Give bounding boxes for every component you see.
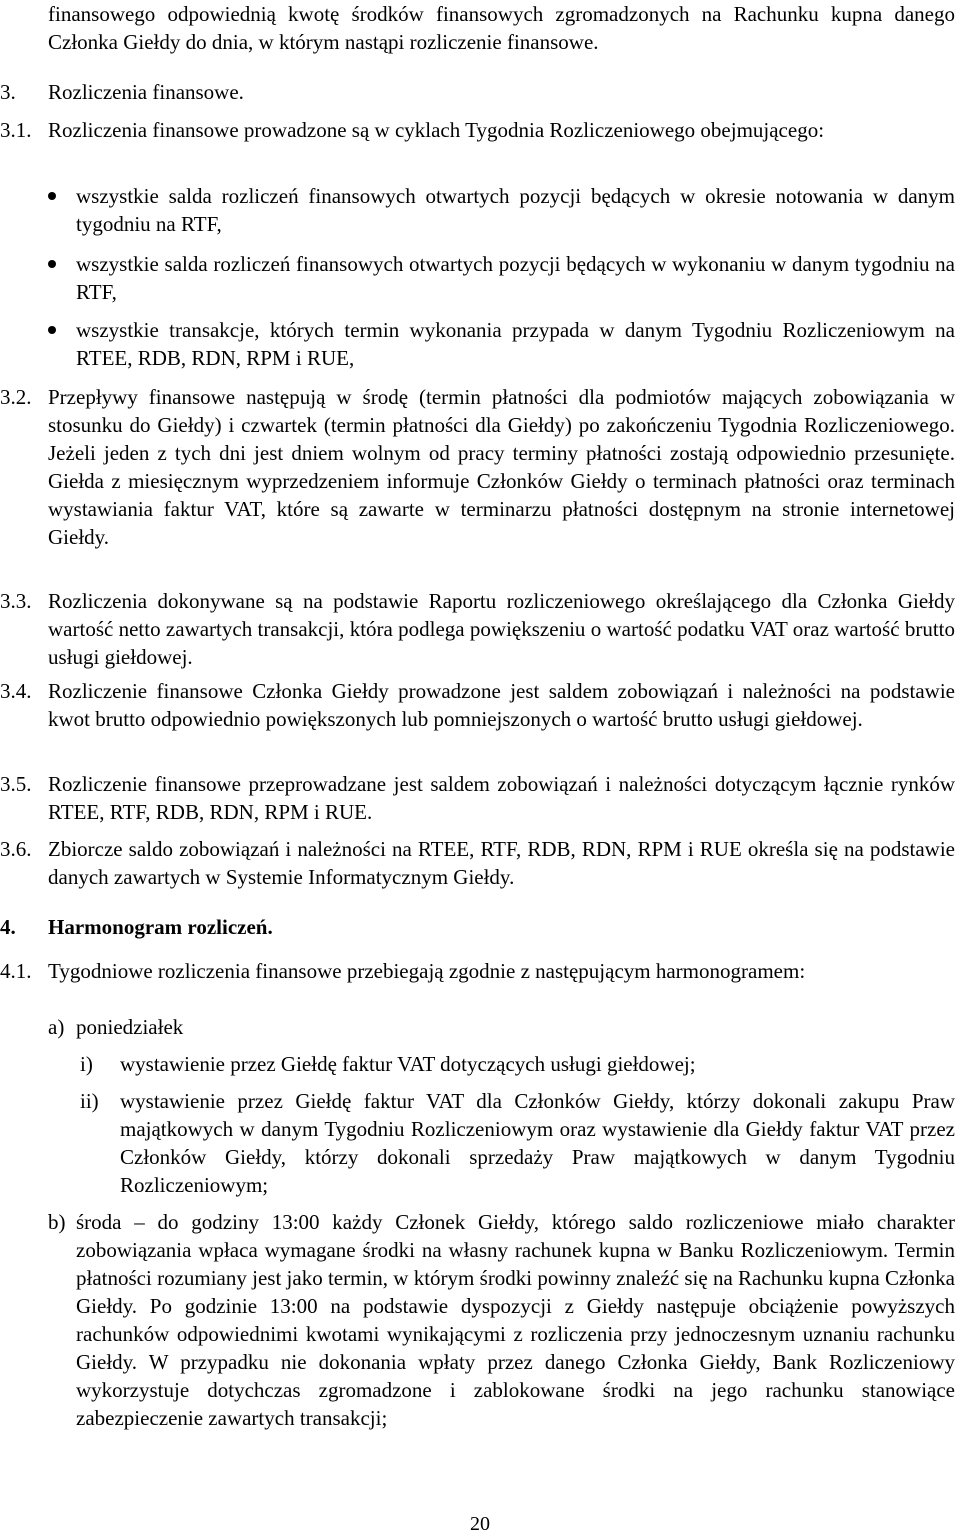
sub-item-ii — [0, 1087, 955, 1199]
list-item — [0, 250, 955, 306]
page-number: 20 — [470, 1513, 490, 1535]
paragraph-3-5-text: Rozliczenie finansowe przeprowadzane jest saldem zobowiązań i należności dotyczącym łącznie rynków RTEE, RTF, RDB, RDN, RPM i RUE. — [48, 772, 955, 824]
paragraph-4-1-number: 4.1. — [0, 959, 32, 983]
item-a — [0, 1013, 955, 1041]
paragraph-3-1-number: 3.1. — [0, 118, 32, 142]
bullet-list-3-1-c — [0, 316, 955, 372]
paragraph-4-1-text: Tygodniowe rozliczenia finansowe przebiegają zgodnie z następującym harmonogramem: — [48, 959, 806, 983]
paragraph-3-3 — [0, 587, 955, 671]
paragraph-3-3-number: 3.3. — [0, 589, 32, 613]
paragraph-3-4-text: Rozliczenie finansowe Członka Giełdy prowadzone jest saldem zobowiązań i należności na podstawie kwot brutto odpowiednio powiększonych lub pomniejszonych o wartość brutto usługi giełdowej. — [48, 679, 955, 731]
item-b — [0, 1208, 955, 1432]
bullet-text: wszystkie salda rozliczeń finansowych otwartych pozycji będących w okresie notowania w danym tygodniu na RTF, — [76, 184, 955, 236]
bullet-list-3-1-b — [0, 250, 955, 306]
intro-paragraph: finansowego odpowiednią kwotę środków finansowych zgromadzonych na Rachunku kupna danego Członka Giełdy do dnia, w którym nastąpi rozliczenie finansowe. — [48, 2, 955, 54]
section-4-title: Harmonogram rozliczeń. — [48, 915, 273, 939]
paragraph-4-1 — [0, 957, 955, 985]
item-b-text: środa – do godziny 13:00 każdy Członek Giełdy, którego saldo rozliczeniowe miało charakter zobowiązania wpłaca wymagane środki na własny rachunek kupna w Banku Rozliczeniowym. Termin płatności rozumiany jest jako termin, w którym środki powinny znaleźć się na Rachunku kupna Członka Giełdy. Po godzinie 13:00 na podstawie dyspozycji z Giełdy następuje obciążenie powyższych rachunków odpowiednimi kwotami wynikającymi z rozliczenia przy jednoczesnym uznaniu rachunku Giełdy. W przypadku nie dokonania wpłaty przez danego Członka Giełdy, Bank Rozliczeniowy wykorzystuje dotychczas zgromadzone i zablokowane środki na jego rachunku stanowiące zabezpieczenie zawartych transakcji; — [76, 1210, 955, 1430]
paragraph-3-4 — [0, 677, 955, 733]
sub-item-i-label: i) — [80, 1052, 93, 1076]
bullet-text: wszystkie salda rozliczeń finansowych otwartych pozycji będących w wykonaniu w danym tygodniu na RTF, — [76, 252, 955, 304]
paragraph-3-2-number: 3.2. — [0, 385, 32, 409]
bullet-list-3-1 — [0, 182, 955, 238]
section-3-title: Rozliczenia finansowe. — [48, 80, 244, 104]
list-item — [0, 182, 955, 238]
paragraph-3-5 — [0, 770, 955, 826]
paragraph-3-2 — [0, 383, 955, 551]
paragraph-3-3-text: Rozliczenia dokonywane są na podstawie Raportu rozliczeniowego określającego dla Członka Giełdy wartość netto zawartych transakcji, która podlega powiększeniu o wartość podatku VAT oraz wartość brutto usługi giełdowej. — [48, 589, 955, 669]
paragraph-3-2-text: Przepływy finansowe następują w środę (termin płatności dla podmiotów mających zobowiązania w stosunku do Giełdy) i czwartek (termin płatności dla Giełdy) po zakończeniu Tygodnia Rozliczeniowego. Jeżeli jeden z tych dni jest dniem wolnym od pracy terminy płatności zostają odpowiednio przesunięte. Giełda z miesięcznym wyprzedzeniem informuje Członków Giełdy o terminach płatności oraz terminach wystawiania faktur VAT, które są zawarte w terminarzu płatności dostępnym na stronie internetowej Giełdy. — [48, 385, 955, 549]
sub-item-ii-text: wystawienie przez Giełdę faktur VAT dla Członków Giełdy, którzy dokonali zakupu Praw majątkowych w danym Tygodniu Rozliczeniowym oraz wystawienie dla Giełdy faktur VAT przez Członków Giełdy, którzy dokonali sprzedaży Praw majątkowych w danym Tygodniu Rozliczeniowym; — [120, 1089, 955, 1197]
sub-item-ii-label: ii) — [80, 1089, 99, 1113]
bullet-icon — [48, 192, 56, 200]
section-4-number: 4. — [0, 915, 16, 939]
bullet-icon — [48, 260, 56, 268]
bullet-text: wszystkie transakcje, których termin wykonania przypada w danym Tygodniu Rozliczeniowym na RTEE, RDB, RDN, RPM i RUE, — [76, 318, 955, 370]
paragraph-3-6 — [0, 835, 955, 891]
paragraph-3-6-text: Zbiorcze saldo zobowiązań i należności na RTEE, RTF, RDB, RDN, RPM i RUE określa się na podstawie danych zawartych w Systemie Informatycznym Giełdy. — [48, 837, 955, 889]
sub-item-i-text: wystawienie przez Giełdę faktur VAT dotyczących usługi giełdowej; — [120, 1052, 696, 1076]
sub-item-i — [0, 1050, 955, 1078]
paragraph-3-5-number: 3.5. — [0, 772, 32, 796]
paragraph-3-4-number: 3.4. — [0, 679, 32, 703]
item-a-text: poniedziałek — [76, 1015, 184, 1039]
paragraph-3-6-number: 3.6. — [0, 837, 32, 861]
section-3-number: 3. — [0, 80, 16, 104]
item-a-label: a) — [48, 1015, 65, 1039]
paragraph-3-1 — [0, 116, 955, 144]
bullet-icon — [48, 326, 56, 334]
item-b-label: b) — [48, 1210, 66, 1234]
list-item — [0, 316, 955, 372]
paragraph-3-1-text: Rozliczenia finansowe prowadzone są w cyklach Tygodnia Rozliczeniowego obejmującego: — [48, 118, 825, 142]
